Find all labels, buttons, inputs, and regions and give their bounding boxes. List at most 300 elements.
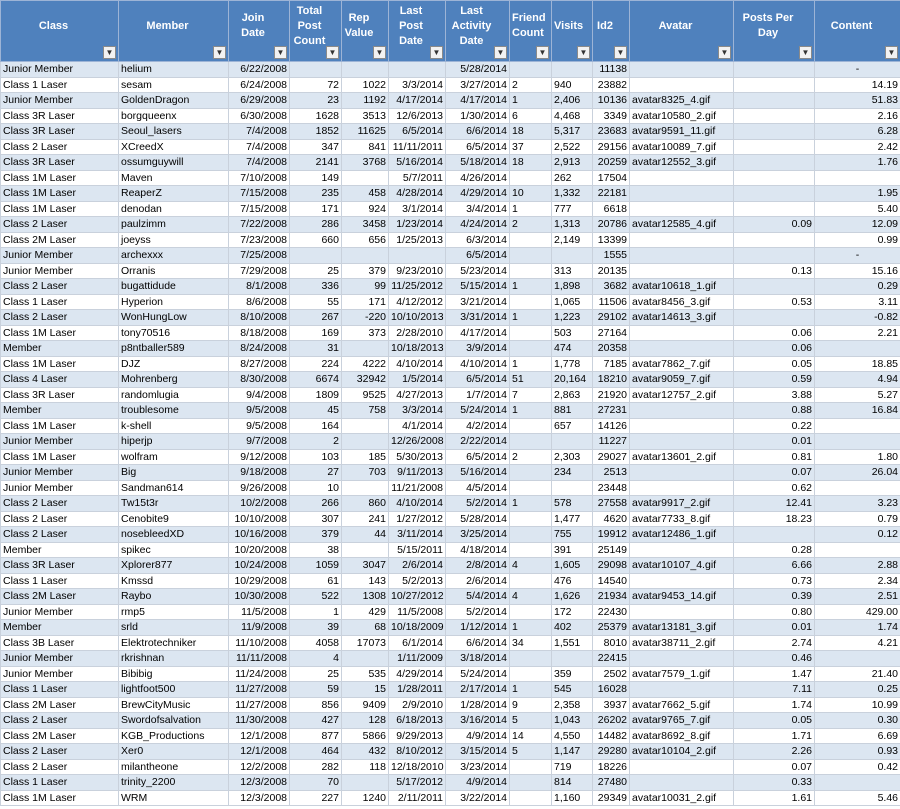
table-cell[interactable]: 4/5/2014 [446,480,510,496]
table-cell[interactable]: avatar8456_3.gif [630,294,734,310]
table-cell[interactable]: 6/5/2014 [446,449,510,465]
table-cell[interactable]: 10/27/2012 [389,589,446,605]
table-cell[interactable]: Class 1M Laser [1,449,119,465]
table-cell[interactable] [815,775,900,791]
table-cell[interactable]: borgqueenx [119,108,229,124]
table-cell[interactable]: 39 [290,620,342,636]
table-cell[interactable]: 347 [290,139,342,155]
table-cell[interactable]: 6/6/2014 [446,124,510,140]
table-cell[interactable]: 535 [342,666,389,682]
table-cell[interactable]: Xer0 [119,744,229,760]
table-cell[interactable]: 9/18/2008 [229,465,290,481]
table-cell[interactable]: 10/10/2008 [229,511,290,527]
table-cell[interactable]: 7185 [593,356,630,372]
table-cell[interactable]: 1 [510,310,552,326]
table-cell[interactable]: 23448 [593,480,630,496]
table-cell[interactable]: Junior Member [1,62,119,78]
filter-dropdown-icon[interactable]: ▼ [213,46,226,59]
table-cell[interactable]: 118 [342,759,389,775]
table-cell[interactable]: BrewCityMusic [119,697,229,713]
table-cell[interactable] [734,232,815,248]
table-cell[interactable]: 7/25/2008 [229,248,290,264]
filter-dropdown-icon[interactable]: ▼ [718,46,731,59]
table-cell[interactable] [734,155,815,171]
table-cell[interactable]: trinity_2200 [119,775,229,791]
table-cell[interactable]: 10 [290,480,342,496]
table-cell[interactable]: 1,332 [552,186,593,202]
table-cell[interactable] [510,325,552,341]
table-cell[interactable]: 373 [342,325,389,341]
table-cell[interactable]: avatar12757_2.gif [630,387,734,403]
table-cell[interactable]: 703 [342,465,389,481]
table-cell[interactable]: Class 1M Laser [1,170,119,186]
column-header[interactable] [815,1,900,62]
table-cell[interactable] [510,511,552,527]
filter-dropdown-icon[interactable]: ▼ [885,46,898,59]
table-cell[interactable]: 1,477 [552,511,593,527]
table-cell[interactable]: 14 [510,728,552,744]
table-cell[interactable]: Class 2 Laser [1,217,119,233]
table-cell[interactable]: avatar10107_4.gif [630,558,734,574]
table-cell[interactable]: 3/3/2014 [389,403,446,419]
table-cell[interactable]: 7/4/2008 [229,139,290,155]
table-cell[interactable]: 172 [552,604,593,620]
table-cell[interactable]: 11227 [593,434,630,450]
table-cell[interactable]: 55 [290,294,342,310]
column-header[interactable] [630,1,734,62]
table-cell[interactable]: 6.66 [734,558,815,574]
table-cell[interactable]: 777 [552,201,593,217]
table-cell[interactable]: 11138 [593,62,630,78]
table-cell[interactable]: 307 [290,511,342,527]
table-cell[interactable]: 458 [342,186,389,202]
table-cell[interactable]: 0.28 [734,542,815,558]
table-cell[interactable]: 2.21 [815,325,900,341]
table-cell[interactable]: avatar13181_3.gif [630,620,734,636]
table-cell[interactable]: 545 [552,682,593,698]
table-cell[interactable]: 313 [552,263,593,279]
table-cell[interactable]: 4/24/2014 [446,217,510,233]
table-cell[interactable]: 5.46 [815,790,900,806]
table-cell[interactable] [630,248,734,264]
table-cell[interactable]: 1628 [290,108,342,124]
table-cell[interactable]: 25149 [593,542,630,558]
table-cell[interactable]: 4 [290,651,342,667]
table-cell[interactable] [342,480,389,496]
table-cell[interactable]: 3047 [342,558,389,574]
table-cell[interactable]: 18226 [593,759,630,775]
table-cell[interactable]: 3458 [342,217,389,233]
table-cell[interactable]: 0.33 [734,775,815,791]
table-cell[interactable]: 6/6/2014 [446,635,510,651]
table-cell[interactable] [510,465,552,481]
table-cell[interactable]: 6674 [290,372,342,388]
table-cell[interactable]: 0.01 [734,434,815,450]
table-cell[interactable] [510,790,552,806]
table-cell[interactable]: 9 [510,697,552,713]
table-cell[interactable]: 2502 [593,666,630,682]
table-cell[interactable]: 8/6/2008 [229,294,290,310]
table-cell[interactable]: 22415 [593,651,630,667]
table-cell[interactable]: 12/6/2013 [389,108,446,124]
table-cell[interactable]: 11/9/2008 [229,620,290,636]
table-cell[interactable] [342,248,389,264]
table-cell[interactable] [734,124,815,140]
table-cell[interactable] [630,62,734,78]
table-cell[interactable]: 20259 [593,155,630,171]
table-cell[interactable]: 23 [290,93,342,109]
table-cell[interactable]: 29027 [593,449,630,465]
table-cell[interactable]: 0.05 [734,713,815,729]
table-cell[interactable]: 11/27/2008 [229,682,290,698]
table-cell[interactable]: 4/10/2014 [389,496,446,512]
table-cell[interactable]: 0.81 [734,449,815,465]
table-cell[interactable] [510,604,552,620]
table-cell[interactable]: 3/11/2014 [389,527,446,543]
table-cell[interactable]: 1555 [593,248,630,264]
table-cell[interactable]: 5866 [342,728,389,744]
table-cell[interactable]: 0.42 [815,759,900,775]
table-cell[interactable] [510,263,552,279]
table-cell[interactable]: 4,468 [552,108,593,124]
column-header[interactable] [552,1,593,62]
table-cell[interactable]: 3.11 [815,294,900,310]
table-cell[interactable]: 17504 [593,170,630,186]
table-cell[interactable]: 719 [552,759,593,775]
table-cell[interactable]: Class 2M Laser [1,232,119,248]
table-cell[interactable]: Raybo [119,589,229,605]
table-cell[interactable]: 3.23 [815,496,900,512]
table-cell[interactable]: 5,317 [552,124,593,140]
table-cell[interactable]: 12/1/2008 [229,744,290,760]
table-cell[interactable]: avatar10104_2.gif [630,744,734,760]
table-cell[interactable]: 149 [290,170,342,186]
table-cell[interactable]: 7/4/2008 [229,155,290,171]
table-cell[interactable]: 1/5/2014 [389,372,446,388]
table-cell[interactable]: 3682 [593,279,630,295]
table-cell[interactable]: 26202 [593,713,630,729]
table-cell[interactable]: 5/18/2014 [446,155,510,171]
table-cell[interactable]: 11/21/2008 [389,480,446,496]
table-cell[interactable]: rkrishnan [119,651,229,667]
table-cell[interactable]: k-shell [119,418,229,434]
table-cell[interactable]: 0.80 [734,604,815,620]
table-cell[interactable]: 14126 [593,418,630,434]
table-cell[interactable]: randomlugia [119,387,229,403]
table-cell[interactable]: 4/18/2014 [446,542,510,558]
table-cell[interactable]: Class 3B Laser [1,635,119,651]
table-cell[interactable]: 12/1/2008 [229,728,290,744]
filter-dropdown-icon[interactable]: ▼ [494,46,507,59]
table-cell[interactable]: 1.76 [815,155,900,171]
table-cell[interactable]: Class 1M Laser [1,186,119,202]
table-cell[interactable]: 3513 [342,108,389,124]
table-cell[interactable]: 19912 [593,527,630,543]
table-cell[interactable]: 10/24/2008 [229,558,290,574]
table-cell[interactable]: 27231 [593,403,630,419]
table-cell[interactable]: 476 [552,573,593,589]
table-cell[interactable]: Class 2 Laser [1,310,119,326]
table-cell[interactable]: Mohrenberg [119,372,229,388]
table-cell[interactable]: 1,605 [552,558,593,574]
table-cell[interactable]: Junior Member [1,93,119,109]
table-cell[interactable] [815,170,900,186]
table-cell[interactable]: 99 [342,279,389,295]
table-cell[interactable]: 4222 [342,356,389,372]
table-cell[interactable] [815,434,900,450]
table-cell[interactable]: 68 [342,620,389,636]
table-cell[interactable]: 21.40 [815,666,900,682]
table-cell[interactable]: 4/9/2014 [446,775,510,791]
table-cell[interactable]: 2513 [593,465,630,481]
table-cell[interactable]: 5/15/2011 [389,542,446,558]
table-cell[interactable] [342,651,389,667]
table-cell[interactable]: 1059 [290,558,342,574]
table-cell[interactable]: 61 [290,573,342,589]
table-cell[interactable]: 27480 [593,775,630,791]
filter-dropdown-icon[interactable]: ▼ [614,46,627,59]
table-cell[interactable]: spikec [119,542,229,558]
table-cell[interactable] [510,480,552,496]
table-cell[interactable]: Junior Member [1,480,119,496]
table-cell[interactable] [734,77,815,93]
table-cell[interactable] [815,651,900,667]
table-cell[interactable] [815,418,900,434]
table-cell[interactable]: 6 [510,108,552,124]
table-cell[interactable] [389,248,446,264]
table-cell[interactable]: Class 2 Laser [1,713,119,729]
table-cell[interactable]: - [815,62,900,78]
table-cell[interactable]: 11/25/2012 [389,279,446,295]
table-cell[interactable]: 9525 [342,387,389,403]
table-cell[interactable]: 20358 [593,341,630,357]
table-cell[interactable]: 0.29 [815,279,900,295]
table-cell[interactable] [630,759,734,775]
table-cell[interactable]: 1/28/2014 [446,697,510,713]
table-cell[interactable]: 3/22/2014 [446,790,510,806]
table-cell[interactable]: 7/4/2008 [229,124,290,140]
table-cell[interactable]: 11/30/2008 [229,713,290,729]
table-cell[interactable]: 2/17/2014 [446,682,510,698]
table-cell[interactable] [510,573,552,589]
table-cell[interactable]: Xplorer877 [119,558,229,574]
table-cell[interactable] [510,62,552,78]
table-cell[interactable]: 164 [290,418,342,434]
table-cell[interactable]: 20,164 [552,372,593,388]
table-cell[interactable]: 15.16 [815,263,900,279]
table-cell[interactable]: avatar10089_7.gif [630,139,734,155]
table-cell[interactable]: nosebleedXD [119,527,229,543]
table-cell[interactable]: bugattidude [119,279,229,295]
table-cell[interactable]: 4/9/2014 [446,728,510,744]
table-cell[interactable]: 20135 [593,263,630,279]
table-cell[interactable]: 0.62 [734,480,815,496]
table-cell[interactable]: 860 [342,496,389,512]
table-cell[interactable] [734,93,815,109]
table-cell[interactable] [630,465,734,481]
table-cell[interactable]: 4,550 [552,728,593,744]
table-cell[interactable]: 755 [552,527,593,543]
table-cell[interactable]: Tw15t3r [119,496,229,512]
table-cell[interactable]: 1,160 [552,790,593,806]
table-cell[interactable]: 9409 [342,697,389,713]
column-header[interactable] [1,1,119,62]
table-cell[interactable] [630,418,734,434]
table-cell[interactable]: 0.93 [815,744,900,760]
table-cell[interactable]: 1,043 [552,713,593,729]
table-cell[interactable]: 1.74 [734,697,815,713]
table-cell[interactable]: Class 2 Laser [1,511,119,527]
table-cell[interactable]: 4/17/2014 [446,93,510,109]
table-cell[interactable]: 4/27/2013 [389,387,446,403]
table-cell[interactable]: 6.28 [815,124,900,140]
table-cell[interactable]: avatar7733_8.gif [630,511,734,527]
table-cell[interactable]: 59 [290,682,342,698]
column-header[interactable] [119,1,229,62]
table-cell[interactable]: 29098 [593,558,630,574]
table-cell[interactable]: 10/20/2008 [229,542,290,558]
table-cell[interactable]: 29349 [593,790,630,806]
table-cell[interactable]: 5/2/2014 [446,496,510,512]
table-cell[interactable]: 2.51 [815,589,900,605]
table-cell[interactable]: 17073 [342,635,389,651]
table-cell[interactable]: 4/12/2012 [389,294,446,310]
table-cell[interactable]: 11/11/2008 [229,651,290,667]
table-cell[interactable]: 1,223 [552,310,593,326]
table-cell[interactable]: 522 [290,589,342,605]
table-cell[interactable]: 2/9/2010 [389,697,446,713]
table-cell[interactable]: 286 [290,217,342,233]
table-cell[interactable] [630,434,734,450]
table-cell[interactable]: 2 [290,434,342,450]
table-cell[interactable]: 1852 [290,124,342,140]
table-cell[interactable]: 185 [342,449,389,465]
column-header[interactable] [593,1,630,62]
table-cell[interactable]: 2.34 [815,573,900,589]
table-cell[interactable]: 0.06 [734,341,815,357]
table-cell[interactable]: 1.61 [734,790,815,806]
table-cell[interactable]: 9/5/2008 [229,403,290,419]
table-cell[interactable]: Class 1M Laser [1,201,119,217]
filter-dropdown-icon[interactable]: ▼ [274,46,287,59]
table-cell[interactable]: 6/3/2014 [446,232,510,248]
table-cell[interactable]: 3/18/2014 [446,651,510,667]
table-cell[interactable]: 25 [290,263,342,279]
table-cell[interactable]: 578 [552,496,593,512]
table-cell[interactable]: 4/2/2014 [446,418,510,434]
table-cell[interactable]: avatar9453_14.gif [630,589,734,605]
table-cell[interactable]: 14482 [593,728,630,744]
table-cell[interactable]: 5 [510,744,552,760]
table-cell[interactable]: 14.19 [815,77,900,93]
table-cell[interactable]: 10/18/2013 [389,341,446,357]
table-cell[interactable] [734,62,815,78]
table-cell[interactable]: 31 [290,341,342,357]
table-cell[interactable]: 234 [552,465,593,481]
table-cell[interactable]: 16.84 [815,403,900,419]
table-cell[interactable]: 3/21/2014 [446,294,510,310]
table-cell[interactable]: srld [119,620,229,636]
table-cell[interactable]: 3/15/2014 [446,744,510,760]
table-cell[interactable]: 72 [290,77,342,93]
table-cell[interactable]: troublesome [119,403,229,419]
table-cell[interactable]: 20786 [593,217,630,233]
table-cell[interactable] [552,62,593,78]
table-cell[interactable]: 0.07 [734,465,815,481]
table-cell[interactable]: Maven [119,170,229,186]
table-cell[interactable]: Class 1M Laser [1,418,119,434]
table-cell[interactable]: 2/8/2014 [446,558,510,574]
table-cell[interactable]: 3/27/2014 [446,77,510,93]
table-cell[interactable]: 262 [552,170,593,186]
table-cell[interactable]: 1022 [342,77,389,93]
table-cell[interactable]: 3/9/2014 [446,341,510,357]
table-cell[interactable]: 1 [510,620,552,636]
table-cell[interactable]: 1,313 [552,217,593,233]
table-cell[interactable] [630,232,734,248]
table-cell[interactable]: 5/23/2014 [446,263,510,279]
table-cell[interactable]: 9/11/2013 [389,465,446,481]
table-cell[interactable] [552,248,593,264]
table-cell[interactable]: 13399 [593,232,630,248]
table-cell[interactable]: - [815,248,900,264]
table-cell[interactable] [342,170,389,186]
table-cell[interactable]: 8/10/2012 [389,744,446,760]
table-cell[interactable]: Sandman614 [119,480,229,496]
table-cell[interactable]: 0.25 [815,682,900,698]
table-cell[interactable]: 4/10/2014 [389,356,446,372]
table-cell[interactable]: 1 [510,93,552,109]
table-cell[interactable]: Junior Member [1,604,119,620]
table-cell[interactable]: Member [1,341,119,357]
table-cell[interactable]: 3/1/2014 [389,201,446,217]
table-cell[interactable]: 4/17/2014 [446,325,510,341]
table-cell[interactable]: avatar10618_1.gif [630,279,734,295]
table-cell[interactable]: 1240 [342,790,389,806]
table-cell[interactable]: 4.21 [815,635,900,651]
table-cell[interactable] [630,341,734,357]
column-header[interactable] [734,1,815,62]
table-cell[interactable]: 7 [510,387,552,403]
table-cell[interactable]: 6/24/2008 [229,77,290,93]
table-cell[interactable]: 2,303 [552,449,593,465]
table-cell[interactable]: 12/3/2008 [229,790,290,806]
table-cell[interactable]: 10/29/2008 [229,573,290,589]
table-cell[interactable]: 3768 [342,155,389,171]
table-cell[interactable]: 5 [510,713,552,729]
table-cell[interactable]: 1192 [342,93,389,109]
table-cell[interactable] [342,418,389,434]
table-cell[interactable]: 2141 [290,155,342,171]
table-cell[interactable]: 1/28/2011 [389,682,446,698]
table-cell[interactable]: 16028 [593,682,630,698]
table-cell[interactable]: 2,522 [552,139,593,155]
table-cell[interactable]: 21934 [593,589,630,605]
table-cell[interactable]: 402 [552,620,593,636]
table-cell[interactable]: 9/26/2008 [229,480,290,496]
table-cell[interactable] [510,341,552,357]
table-cell[interactable]: rmp5 [119,604,229,620]
table-cell[interactable] [510,418,552,434]
table-cell[interactable]: 841 [342,139,389,155]
table-cell[interactable]: ossumguywill [119,155,229,171]
table-cell[interactable]: 5/24/2014 [446,403,510,419]
table-cell[interactable]: avatar7662_5.gif [630,697,734,713]
table-cell[interactable]: 3/25/2014 [446,527,510,543]
table-cell[interactable]: 1/27/2012 [389,511,446,527]
table-cell[interactable]: 10/18/2009 [389,620,446,636]
table-cell[interactable]: 2/22/2014 [446,434,510,450]
